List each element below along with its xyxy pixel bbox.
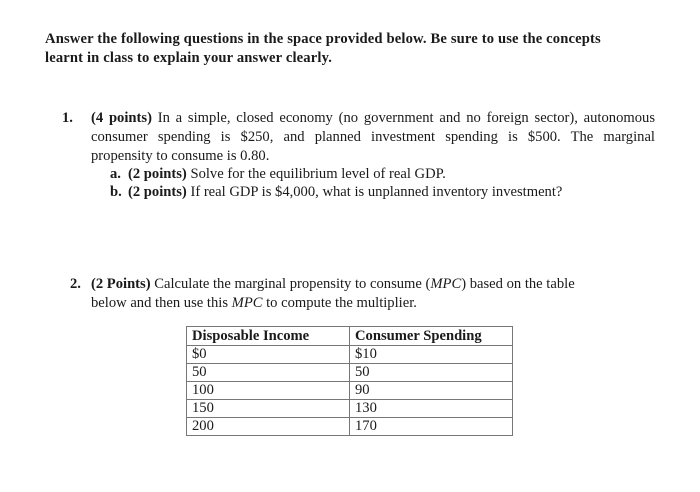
question-2-line-2 — [91, 295, 417, 312]
cell: 130 — [350, 400, 513, 418]
part-text: Solve for the equilibrium level of real GDP. — [190, 166, 446, 182]
mpc-term: MPC — [430, 276, 462, 292]
cell: 170 — [350, 418, 513, 436]
points-label: (2 Points) — [91, 276, 151, 292]
points-label: (2 points) — [128, 166, 187, 182]
table-row — [187, 364, 513, 382]
question-2-line-1 — [91, 276, 575, 293]
question-text: In a simple, closed economy (no government and no foreign sector), autonomous — [157, 110, 655, 126]
cell: 50 — [350, 364, 513, 382]
cell: $0 — [187, 346, 350, 364]
cell: $10 — [350, 346, 513, 364]
part-letter: b. — [110, 184, 122, 200]
question-number: 1. — [62, 110, 73, 126]
text: Calculate the marginal propensity to consume ( — [154, 276, 431, 292]
question-number: 2. — [70, 276, 81, 292]
header-disposable-income: Disposable Income — [187, 327, 350, 346]
instructions-line-1: Answer the following questions in the space provided below. Be sure to use the concepts — [45, 31, 601, 47]
cell: 90 — [350, 382, 513, 400]
question-1-line-3: propensity to consume is 0.80. — [91, 148, 270, 164]
question-1-line-2: consumer spending is $250, and planned investment spending is $500. The marginal — [91, 129, 655, 145]
cell: 50 — [187, 364, 350, 382]
mpc-term: MPC — [231, 295, 263, 311]
points-label: (4 points) — [91, 110, 152, 126]
question-1-line-1 — [91, 110, 655, 127]
cell: 200 — [187, 418, 350, 436]
cell: 150 — [187, 400, 350, 418]
table-header-row — [187, 327, 513, 346]
header-consumer-spending: Consumer Spending — [350, 327, 513, 346]
table-row — [187, 400, 513, 418]
text: ) based on the table — [461, 276, 575, 292]
part-b — [128, 184, 562, 201]
income-spending-table — [186, 326, 513, 436]
part-text: If real GDP is $4,000, what is unplanned inventory investment? — [190, 184, 563, 200]
points-label: (2 points) — [128, 184, 187, 200]
table-row — [187, 418, 513, 436]
cell: 100 — [187, 382, 350, 400]
part-letter: a. — [110, 166, 121, 182]
text: below and then use this — [91, 295, 232, 311]
instructions-line-2: learnt in class to explain your answer clearly. — [45, 50, 333, 66]
table-row — [187, 346, 513, 364]
text: to compute the multiplier. — [262, 295, 417, 311]
part-a — [128, 166, 446, 183]
table-row — [187, 382, 513, 400]
